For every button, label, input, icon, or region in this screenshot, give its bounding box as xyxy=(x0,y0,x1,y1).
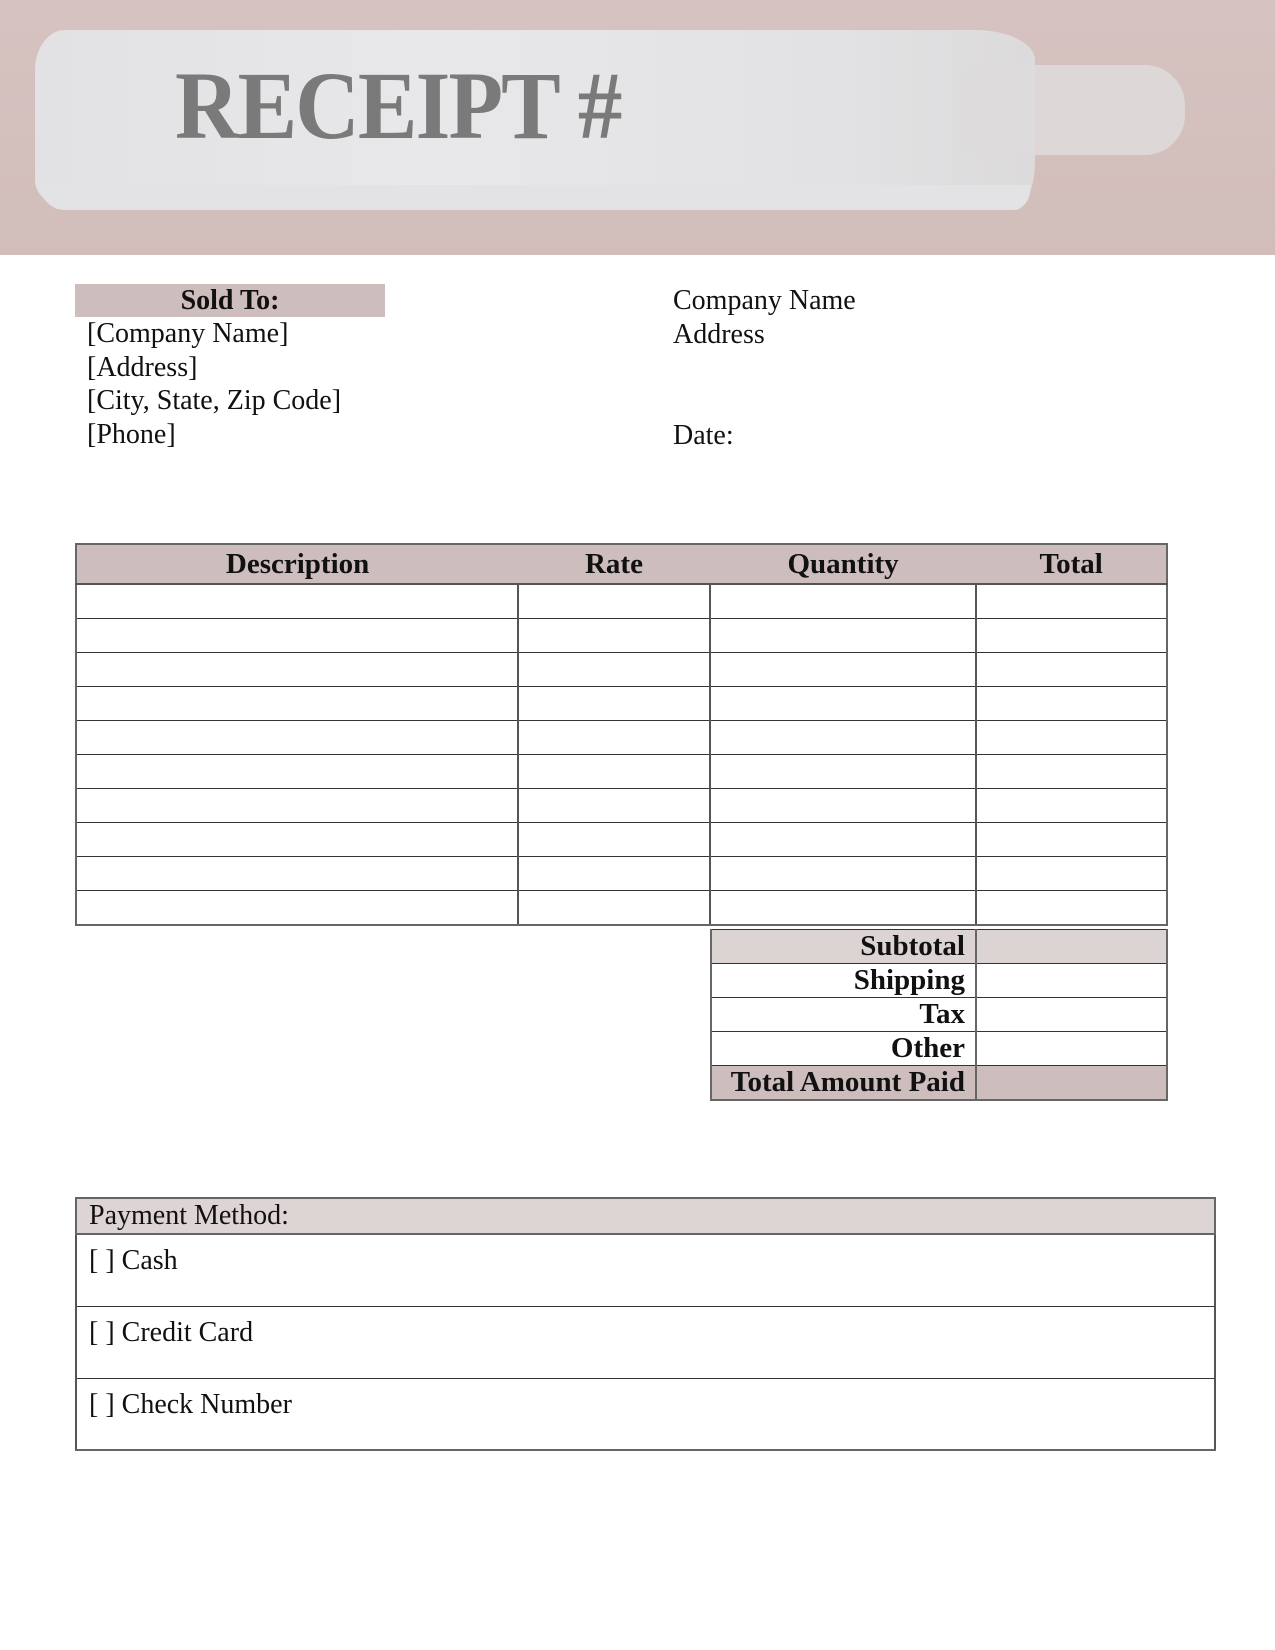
total-cell[interactable] xyxy=(976,789,1167,823)
rate-cell[interactable] xyxy=(518,721,710,755)
table-row xyxy=(76,721,1167,755)
sold-to-label: Sold To: xyxy=(75,284,385,317)
payment-method-table xyxy=(75,1197,1216,1451)
total-cell[interactable] xyxy=(976,857,1167,891)
sold-to-company-name-field[interactable]: [Company Name] xyxy=(87,318,289,349)
subtotal-row xyxy=(711,930,1167,964)
sold-to-phone-field[interactable]: [Phone] xyxy=(87,418,176,450)
quantity-cell[interactable] xyxy=(710,755,977,789)
column-header-total: Total xyxy=(976,544,1167,584)
table-row xyxy=(76,584,1167,619)
rate-cell[interactable] xyxy=(518,653,710,687)
rate-cell[interactable] xyxy=(518,619,710,653)
rate-cell[interactable] xyxy=(518,891,710,926)
description-cell[interactable] xyxy=(76,687,518,721)
rate-cell[interactable] xyxy=(518,823,710,857)
description-cell[interactable] xyxy=(76,857,518,891)
rate-cell[interactable] xyxy=(518,755,710,789)
tax-value[interactable] xyxy=(976,998,1167,1032)
subtotal-label: Subtotal xyxy=(711,930,976,964)
total-cell[interactable] xyxy=(976,584,1167,619)
line-items-table xyxy=(75,543,1168,926)
column-header-quantity: Quantity xyxy=(710,544,977,584)
brush-stroke-tail-decoration xyxy=(960,65,1185,155)
total-cell[interactable] xyxy=(976,687,1167,721)
date-field[interactable]: Date: xyxy=(673,420,734,451)
table-row xyxy=(76,823,1167,857)
total-cell[interactable] xyxy=(976,721,1167,755)
table-row xyxy=(76,789,1167,823)
rate-cell[interactable] xyxy=(518,789,710,823)
shipping-row xyxy=(711,964,1167,998)
shipping-value[interactable] xyxy=(976,964,1167,998)
sold-to-address-field[interactable]: [Address] xyxy=(87,351,198,383)
description-cell[interactable] xyxy=(76,619,518,653)
quantity-cell[interactable] xyxy=(710,687,977,721)
table-row xyxy=(76,857,1167,891)
tax-row xyxy=(711,998,1167,1032)
description-cell[interactable] xyxy=(76,891,518,926)
other-value[interactable] xyxy=(976,1032,1167,1066)
sold-to-city-state-zip-field[interactable]: [City, State, Zip Code] xyxy=(87,385,342,416)
payment-option-credit-card[interactable]: [ ] Credit Card xyxy=(76,1306,1215,1378)
payment-option-cash[interactable]: [ ] Cash xyxy=(76,1234,1215,1306)
table-row xyxy=(76,891,1167,926)
total-amount-paid-label: Total Amount Paid xyxy=(711,1066,976,1101)
seller-block xyxy=(673,284,856,351)
quantity-cell[interactable] xyxy=(710,721,977,755)
table-row xyxy=(76,755,1167,789)
seller-address-field[interactable]: Address xyxy=(673,318,765,350)
quantity-cell[interactable] xyxy=(710,857,977,891)
rate-cell[interactable] xyxy=(518,857,710,891)
table-row xyxy=(76,687,1167,721)
table-row xyxy=(76,619,1167,653)
total-cell[interactable] xyxy=(976,891,1167,926)
description-cell[interactable] xyxy=(76,789,518,823)
receipt-title[interactable]: RECEIPT # xyxy=(175,52,621,159)
description-cell[interactable] xyxy=(76,755,518,789)
description-cell[interactable] xyxy=(76,823,518,857)
rate-cell[interactable] xyxy=(518,687,710,721)
header-banner xyxy=(0,0,1275,255)
table-header-row xyxy=(76,544,1167,584)
description-cell[interactable] xyxy=(76,584,518,619)
total-cell[interactable] xyxy=(976,619,1167,653)
payment-option-check-number[interactable]: [ ] Check Number xyxy=(76,1378,1215,1450)
description-cell[interactable] xyxy=(76,653,518,687)
total-cell[interactable] xyxy=(976,755,1167,789)
total-amount-paid-value[interactable] xyxy=(976,1066,1167,1101)
total-cell[interactable] xyxy=(976,823,1167,857)
other-label: Other xyxy=(711,1032,976,1066)
brush-stroke-edge-decoration xyxy=(40,185,1030,210)
column-header-rate: Rate xyxy=(518,544,710,584)
total-cell[interactable] xyxy=(976,653,1167,687)
seller-company-name-field[interactable]: Company Name xyxy=(673,285,856,316)
totals-table xyxy=(710,929,1168,1101)
tax-label: Tax xyxy=(711,998,976,1032)
other-row xyxy=(711,1032,1167,1066)
description-cell[interactable] xyxy=(76,721,518,755)
payment-method-header: Payment Method: xyxy=(76,1198,1215,1234)
subtotal-value[interactable] xyxy=(976,930,1167,964)
sold-to-block xyxy=(87,317,341,451)
quantity-cell[interactable] xyxy=(710,619,977,653)
shipping-label: Shipping xyxy=(711,964,976,998)
quantity-cell[interactable] xyxy=(710,653,977,687)
quantity-cell[interactable] xyxy=(710,789,977,823)
quantity-cell[interactable] xyxy=(710,584,977,619)
table-row xyxy=(76,653,1167,687)
column-header-description: Description xyxy=(76,544,518,584)
total-amount-paid-row xyxy=(711,1066,1167,1101)
quantity-cell[interactable] xyxy=(710,891,977,926)
quantity-cell[interactable] xyxy=(710,823,977,857)
rate-cell[interactable] xyxy=(518,584,710,619)
